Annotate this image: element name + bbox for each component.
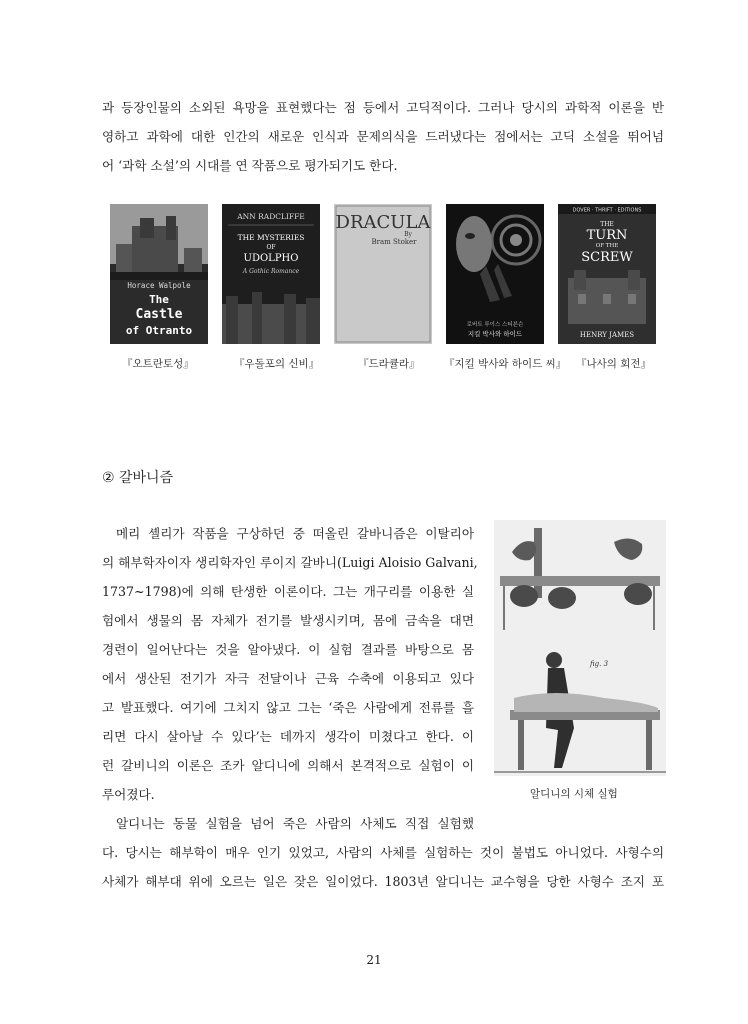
book-cover-udolpho: [222, 204, 320, 344]
text-line: 험에서 생물의 몸 자체가 전기를 발생시키며, 몸에 금속을 대면: [102, 613, 474, 628]
figure-label: fig. 3: [590, 660, 609, 668]
book-cover-otranto: [110, 204, 208, 344]
text-line: 리면 다시 살아날 수 있다’는 데까지 생각이 미쳤다고 한다. 이: [102, 729, 474, 744]
text-line: 루어졌다.: [102, 787, 155, 802]
figure-caption: 알디니의 시체 실험: [530, 788, 618, 800]
cover-author: 로버트 루이스 스티븐슨: [466, 322, 524, 328]
cover-title: OF: [266, 244, 276, 251]
cover-subtitle: A Gothic Romance: [242, 268, 300, 275]
cover-byline: By: [404, 231, 412, 238]
book-cover-jekyll-hyde: [446, 204, 544, 344]
cover-publisher: DOVER · THRIFT · EDITIONS: [572, 207, 642, 214]
text-line: 런 갈비니의 이론은 조카 알디니에 의해서 본격적으로 실험이 이: [102, 758, 474, 773]
text-line: 의 해부학자이자 생리학자인 루이지 갈바니(Luigi Aloisio Galvani,: [102, 555, 478, 570]
text-line: 사체가 해부대 위에 오르는 일은 잦은 일이었다. 1803년 알디니는 교수형을 당한 사형수 조지 포: [102, 874, 664, 889]
text-line: 고 발표했다. 여기에 그치지 않고 그는 ‘죽은 사람에게 전류를 흘: [102, 700, 474, 715]
book-cover-dracula: [334, 204, 432, 344]
text-line: 메리 셸리가 작품을 구상하던 중 떠올린 갈바니즘은 이탈리아: [116, 526, 474, 541]
cover-title: The: [149, 293, 169, 306]
text-line: 영하고 과학에 대한 인간의 새로운 인식과 문제의식을 드러냈다는 점에서는 고딕 소설을 뛰어넘: [102, 129, 664, 144]
cover-title: Castle: [135, 307, 183, 322]
cover-title: THE: [600, 221, 614, 228]
cover-author: Horace Walpole: [127, 281, 191, 290]
cover-title: UDOLPHO: [243, 253, 299, 264]
cover-title: TURN: [586, 228, 628, 243]
text-line: 어 ‘과학 소설’의 시대를 연 작품으로 평가되기도 한다.: [102, 158, 398, 173]
book-caption: 『나사의 회전』: [576, 358, 652, 370]
text-line: 다. 당시는 해부학이 매우 인기 있었고, 사람의 사체를 실험하는 것이 불법도 아니었다. 사형수의: [102, 845, 664, 860]
galvanism-paragraph: [102, 519, 478, 838]
cover-title: of Otranto: [125, 324, 193, 337]
cover-title: OF THE: [595, 243, 619, 249]
text-line: 에서 생산된 전기가 자극 전달이나 근육 수축에 이용되고 있다: [102, 671, 474, 686]
book-cover-row: [110, 204, 656, 374]
book-caption: 『드라큘라』: [358, 358, 420, 370]
text-line: 경련이 일어난다는 것을 알아냈다. 이 실험 결과를 바탕으로 몸: [102, 642, 474, 657]
cover-title: DRACULA: [335, 212, 431, 233]
aldini-experiment-illustration: [494, 520, 666, 776]
book-cover-turn-of-the-screw: [558, 204, 656, 344]
cover-title: SCREW: [581, 250, 633, 265]
intro-paragraph: [102, 93, 664, 180]
cover-author: ANN RADCLIFFE: [237, 212, 305, 221]
book-caption: 『지킬 박사와 하이드 씨』: [444, 358, 567, 370]
book-caption: 『오트란토성』: [122, 358, 194, 370]
cover-title: 지킬 박사와 하이드: [467, 330, 523, 338]
cover-author: HENRY JAMES: [579, 331, 635, 339]
page-number: 21: [366, 953, 382, 967]
continuation-paragraph: [102, 838, 664, 896]
section-heading: ② 갈바니즘: [102, 470, 174, 486]
text-line: 과 등장인물의 소외된 욕망을 표현했다는 점 등에서 고딕적이다. 그러나 당시의 과학적 이론을 반: [102, 100, 664, 115]
book-caption: 『우돌포의 신비』: [234, 358, 320, 370]
text-line: 1737~1798)에 의해 탄생한 이론이다. 그는 개구리를 이용한 실: [102, 584, 474, 599]
text-line: 알디니는 동물 실험을 넘어 죽은 사람의 사체도 직접 실험했: [116, 816, 474, 831]
cover-title: THE MYSTERIES: [237, 233, 305, 242]
cover-author: Bram Stoker: [371, 238, 417, 246]
